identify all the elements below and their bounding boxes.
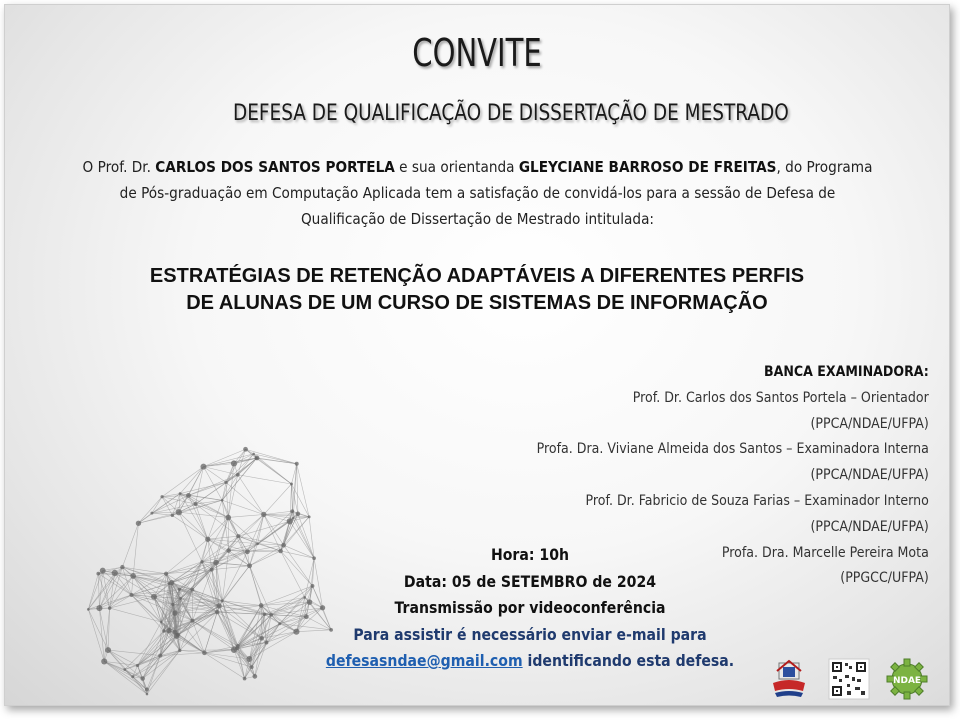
network-node — [256, 542, 259, 545]
network-edge — [222, 601, 261, 606]
thesis-title — [5, 263, 949, 317]
network-edge — [104, 661, 147, 689]
network-node — [292, 517, 295, 520]
event-transmission: Transmissão por videoconferência — [394, 598, 666, 617]
network-node — [236, 473, 240, 477]
network-edge — [179, 512, 202, 562]
network-node — [158, 653, 162, 657]
board-member-line: Profa. Dra. Marcelle Pereira Mota — [722, 544, 929, 561]
network-edge — [219, 606, 238, 646]
ndae-gear-logo — [885, 657, 929, 701]
network-node — [269, 613, 273, 617]
network-node — [123, 668, 126, 671]
network-node — [108, 606, 112, 610]
network-edge — [203, 449, 245, 466]
network-node — [100, 568, 106, 574]
network-node — [243, 447, 248, 452]
network-node — [164, 572, 168, 576]
network-node — [308, 515, 311, 518]
network-edge — [196, 504, 239, 536]
network-node — [87, 608, 90, 611]
network-node — [200, 560, 203, 563]
network-edge — [219, 566, 249, 606]
board-affiliation-line: (PPCA/NDAE/UFPA) — [810, 518, 929, 535]
network-node — [202, 651, 207, 656]
network-node — [179, 597, 182, 600]
thesis-title-line-1: ESTRATÉGIAS DE RETENÇÃO ADAPTÁVEIS A DIFERENTES PERFIS — [149, 265, 805, 287]
network-edge — [257, 458, 291, 484]
network-node — [145, 688, 149, 692]
network-node — [162, 629, 166, 633]
ndae-logo-text: NDAE — [892, 676, 922, 686]
network-node — [136, 664, 139, 667]
network-node — [120, 565, 124, 569]
ufpa-crest-icon — [767, 657, 811, 701]
network-edge — [222, 500, 264, 514]
network-node — [96, 572, 100, 576]
network-edge — [180, 650, 234, 651]
professor-name: CARLOS DOS SANTOS PORTELA — [155, 158, 395, 176]
network-edge — [250, 566, 262, 606]
network-edge — [147, 650, 180, 694]
intro-line-3: Qualificação de Dissertação de Mestrado intitulada: — [300, 210, 655, 228]
network-node — [200, 464, 206, 470]
network-node — [169, 580, 174, 585]
network-node — [259, 603, 264, 608]
network-edge — [88, 609, 108, 650]
network-node — [131, 675, 134, 678]
network-node — [176, 633, 180, 637]
network-edge — [164, 631, 205, 653]
board-member-line: Prof. Dr. Fabricio de Souza Farias – Examinador Interno — [585, 492, 929, 509]
network-node — [231, 460, 237, 466]
network-node — [224, 481, 227, 484]
network-node — [243, 677, 247, 681]
network-edge — [228, 475, 238, 518]
network-node — [296, 512, 301, 517]
network-node — [281, 543, 286, 548]
network-node — [151, 594, 157, 600]
network-edge — [245, 667, 252, 679]
network-edge — [264, 484, 292, 514]
intro-paragraph — [25, 154, 930, 232]
board-affiliation-line: (PPGCC/UFPA) — [840, 570, 929, 587]
network-node — [205, 537, 210, 542]
page-subtitle: DEFESA DE QUALIFICAÇÃO DE DISSERTAÇÃO DE MESTRADO — [233, 101, 789, 126]
network-edge — [238, 475, 292, 484]
email-line: defesasndae@gmail.com identificando esta defesa. — [325, 651, 735, 670]
network-node — [225, 515, 231, 521]
network-node — [261, 512, 266, 517]
network-node — [250, 665, 254, 669]
network-node — [245, 549, 250, 554]
network-node — [179, 492, 182, 495]
network-node — [231, 647, 237, 653]
network-edge — [166, 539, 208, 573]
network-node — [160, 495, 163, 498]
network-edge — [108, 650, 160, 655]
network-edge — [138, 631, 169, 666]
network-edge — [297, 464, 298, 514]
board-member-line: Profa. Dra. Viviane Almeida dos Santos – Examinadora Interna — [536, 441, 929, 458]
network-edge — [104, 661, 133, 676]
network-edge — [203, 467, 226, 483]
network-node — [150, 512, 153, 515]
network-node — [129, 593, 133, 597]
network-node — [287, 518, 293, 524]
network-edge — [188, 475, 237, 496]
network-node — [171, 603, 174, 606]
network-node — [190, 619, 194, 623]
network-edge — [228, 517, 257, 543]
network-node — [136, 521, 141, 526]
network-edge — [238, 521, 289, 536]
board-affiliation-line: (PPCA/NDAE/UFPA) — [810, 415, 929, 432]
network-node — [252, 453, 255, 456]
network-node — [278, 549, 283, 554]
network-node — [210, 568, 214, 572]
network-edge — [179, 512, 208, 539]
board-affiliation-line: (PPCA/NDAE/UFPA) — [810, 467, 929, 484]
network-node — [213, 560, 219, 566]
network-node — [193, 502, 197, 506]
network-node — [290, 483, 293, 486]
network-node — [263, 613, 267, 617]
network-node — [146, 693, 149, 696]
network-node — [290, 509, 294, 513]
qr-code-icon — [827, 657, 871, 701]
network-node — [236, 644, 240, 648]
network-node — [252, 674, 257, 679]
network-edge — [208, 500, 222, 539]
network-edge — [238, 475, 264, 515]
network-node — [295, 462, 299, 466]
network-node — [101, 658, 107, 664]
event-time: Hora: 10h — [490, 545, 570, 564]
invitation-card — [4, 4, 950, 706]
network-node — [246, 656, 252, 662]
network-edge — [98, 574, 99, 609]
network-edge — [297, 464, 309, 517]
network-node — [215, 610, 219, 614]
network-edge — [188, 495, 222, 500]
network-node — [278, 622, 281, 625]
event-info — [295, 542, 765, 675]
network-edge — [204, 653, 244, 679]
network-node — [176, 509, 182, 515]
network-edge — [203, 467, 222, 501]
network-edge — [88, 574, 98, 610]
network-node — [221, 499, 224, 502]
intro-line-1: O Prof. Dr. CARLOS DOS SANTOS PORTELA e sua orientanda GLEYCIANE BARROSO DE FREITAS, do Programa — [82, 158, 873, 176]
network-edge — [228, 514, 264, 517]
event-date: Data: 05 de SETEMBRO de 2024 — [403, 571, 657, 591]
page-title: CONVITE — [412, 31, 542, 75]
network-node — [190, 588, 194, 592]
examining-board-heading: BANCA EXAMINADORA: — [764, 364, 929, 380]
network-node — [105, 647, 111, 653]
network-edge — [88, 571, 102, 610]
network-node — [130, 573, 136, 579]
network-node — [140, 676, 145, 681]
network-edge — [99, 608, 108, 650]
network-node — [112, 570, 118, 576]
network-node — [247, 563, 252, 568]
network-node — [226, 548, 231, 553]
network-node — [264, 640, 268, 644]
thesis-title-line-2: DE ALUNAS DE UM CURSO DE SISTEMAS DE INFORMAÇÃO — [186, 292, 768, 314]
network-node — [178, 588, 181, 591]
network-node — [236, 534, 240, 538]
network-node — [259, 636, 264, 641]
intro-line-2: de Pós-graduação em Computação Aplicada tem a satisfação de convidá-los para a sessão de Defesa de — [119, 184, 836, 202]
network-edge — [196, 467, 204, 504]
network-node — [255, 456, 260, 461]
network-node — [221, 599, 224, 602]
network-node — [96, 605, 102, 611]
network-node — [160, 621, 163, 624]
email-link[interactable]: defesasndae@gmail.com — [325, 651, 523, 670]
network-node — [186, 493, 191, 498]
attendance-instructions: Para assistir é necessário enviar e-mail para — [353, 624, 707, 644]
student-name: GLEYCIANE BARROSO DE FREITAS — [518, 158, 777, 176]
board-member-line: Prof. Dr. Carlos dos Santos Portela – Orientador — [632, 389, 929, 406]
network-edge — [108, 650, 137, 665]
network-node — [172, 610, 177, 615]
network-node — [171, 514, 174, 517]
network-node — [166, 628, 171, 633]
network-edge — [192, 621, 204, 653]
network-node — [178, 649, 181, 652]
network-node — [216, 603, 221, 608]
